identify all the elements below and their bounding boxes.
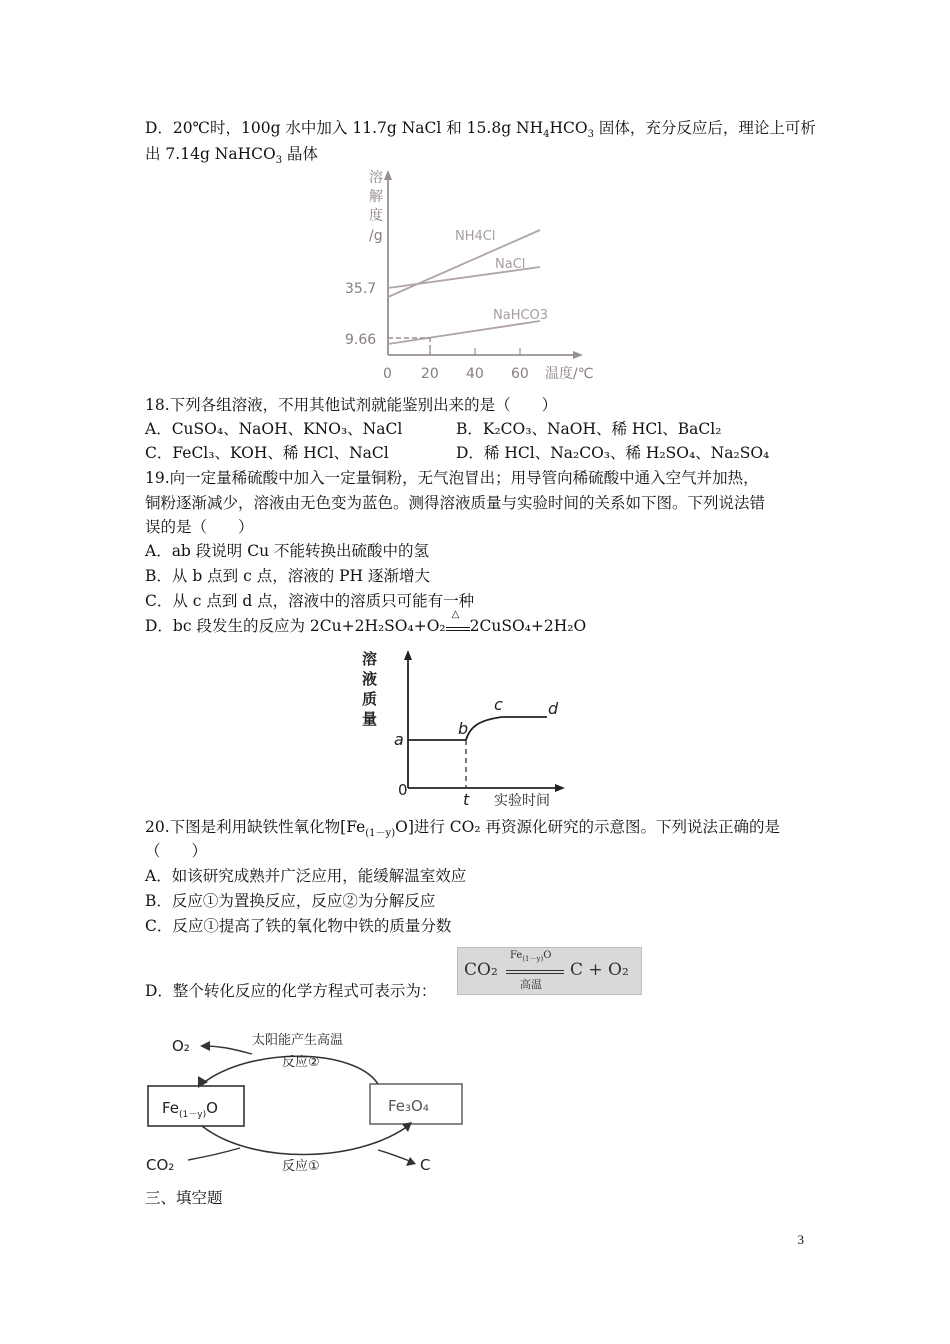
solubility-chart [335, 160, 615, 388]
right-box-label: Fe₃O₄ [388, 1097, 429, 1115]
heat-condition: △ [446, 617, 470, 631]
origin-label: 0 [398, 781, 408, 799]
mass-y-arrow [404, 650, 412, 660]
solubility-x-tick-label-40: 40 [466, 366, 484, 382]
q19-option-d: D．bc 段发生的反应为 2Cu+2H₂SO₄+O₂ △ 2CuSO₄+2H₂O [145, 609, 587, 635]
nahco3-label: NaHCO3 [493, 308, 549, 323]
solubility-ylabel-char-3: 度 [369, 208, 383, 224]
solubility-y-tick-label-35-7: 35.7 [345, 281, 377, 297]
solubility-ylabel-char-1: 溶 [369, 170, 383, 186]
q20-option-a: A．如该研究成熟并广泛应用，能缓解温室效应 [145, 867, 467, 885]
solubility-x-axis-label: 温度/℃ [545, 366, 594, 382]
q19-stem-2: 铜粉逐渐减少，溶液由无色变为蓝色。测得溶液质量与实验时间的关系如下图。下列说法错 [145, 494, 766, 512]
q20-option-b: B．反应①为置换反应，反应②为分解反应 [145, 892, 436, 910]
solubility-x-tick-label-60: 60 [511, 366, 529, 382]
q20-option-c: C．反应①提高了铁的氧化物中铁的质量分数 [145, 917, 452, 935]
top-label: 太阳能产生高温 [252, 1033, 344, 1048]
q19-stem-1: 19.向一定量稀硫酸中加入一定量铜粉，无气泡冒出；用导管向稀硫酸中通入空气并加热， [145, 469, 759, 487]
point-d-label: d [548, 699, 559, 718]
solubility-x-tick-label-20: 20 [421, 366, 439, 382]
equation-condition-above: $Fe_{(1-y)}O$ [510, 950, 552, 963]
point-b-label: b [458, 719, 469, 738]
mass-ylabel-char-2: 液 [362, 670, 378, 688]
mass-x-axis-label: 实验时间 [494, 793, 550, 809]
co2-cycle-diagram [140, 1018, 470, 1180]
nacl-label: NaCl [495, 257, 526, 272]
q20-option-d: D．整个转化反应的化学方程式可表示为： [145, 982, 437, 1000]
equation-rhs: C + O₂ [570, 960, 629, 980]
left-box-label: $Fe_{(1-y)}O$ [162, 1099, 218, 1120]
section-3-heading: 三、填空题 [145, 1189, 223, 1207]
mass-ylabel-char-3: 质 [362, 690, 378, 708]
q18-option-a: A．CuSO₄、NaOH、KNO₃、NaCl [145, 420, 403, 438]
q18-stem: 18.下列各组溶液，不用其他试剂就能鉴别出来的是（ ） [145, 396, 558, 414]
solubility-ylabel-char-4: /g [369, 228, 383, 244]
q20-stem-1: 20.下图是利用缺铁性氧化物$[Fe_{(1-y)}O]$进行 CO₂ 再资源化研究的示意图。下列说法正确的是 [145, 818, 780, 840]
solubility-x-tick-label-0: 0 [383, 366, 392, 382]
o2-label: O₂ [172, 1037, 190, 1055]
nahco3-line [388, 321, 540, 344]
q18-option-d: D．稀 HCl、Na₂CO₃、稀 H₂SO₄、Na₂SO₄ [456, 444, 770, 462]
q19-option-b: B．从 b 点到 c 点，溶液的 PH 逐渐增大 [145, 567, 431, 585]
co2-label: CO₂ [146, 1156, 175, 1174]
segment-bc [466, 717, 502, 740]
point-t-label: t [463, 790, 470, 809]
solubility-ylabel-char-2: 解 [369, 189, 383, 205]
q17-option-d-line2: 出 7.14g NaHCO$_3$ 晶体 [145, 145, 318, 167]
q19-option-a: A．ab 段说明 Cu 不能转换出硫酸中的氢 [145, 542, 429, 560]
equation-condition-below: 高温 [520, 978, 542, 991]
solubility-y-tick-label-9-66: 9.66 [345, 332, 377, 348]
q19-option-c: C．从 c 点到 d 点，溶液中的溶质只可能有一种 [145, 592, 475, 610]
solubility-x-arrow [573, 351, 583, 359]
c-branch [378, 1150, 412, 1162]
q20-stem-2: （ ） [145, 842, 208, 860]
q17-option-d-line1: D．20℃时，100g 水中加入 11.7g NaCl 和 15.8g $NH_4HCO_3$ 固体，充分反应后，理论上可析 [145, 119, 816, 141]
c-arrowhead [406, 1157, 416, 1166]
mass-ylabel-char-1: 溶 [362, 650, 378, 668]
c-label: C [420, 1156, 431, 1174]
nh4cl-label: NH4Cl [455, 229, 496, 244]
co2-branch [188, 1148, 240, 1160]
solubility-y-arrow [384, 170, 392, 180]
overall-equation-image [457, 947, 642, 995]
equation-arrow [506, 970, 564, 974]
page-number: 3 [797, 1232, 804, 1247]
equation-lhs: CO₂ [464, 960, 498, 980]
mass-x-arrow [555, 784, 565, 792]
reaction2-label: 反应② [282, 1055, 320, 1070]
point-a-label: a [394, 730, 404, 749]
solution-mass-chart [362, 642, 572, 810]
q18-option-b: B．K₂CO₃、NaOH、稀 HCl、BaCl₂ [456, 420, 722, 438]
o2-arrowhead [200, 1041, 210, 1051]
q19-stem-3: 误的是（ ） [145, 518, 254, 536]
point-c-label: c [494, 695, 503, 714]
q18-option-c: C．FeCl₃、KOH、稀 HCl、NaCl [145, 444, 389, 462]
mass-ylabel-char-4: 量 [362, 710, 378, 728]
reaction1-label: 反应① [282, 1159, 320, 1174]
o2-branch [204, 1046, 252, 1054]
